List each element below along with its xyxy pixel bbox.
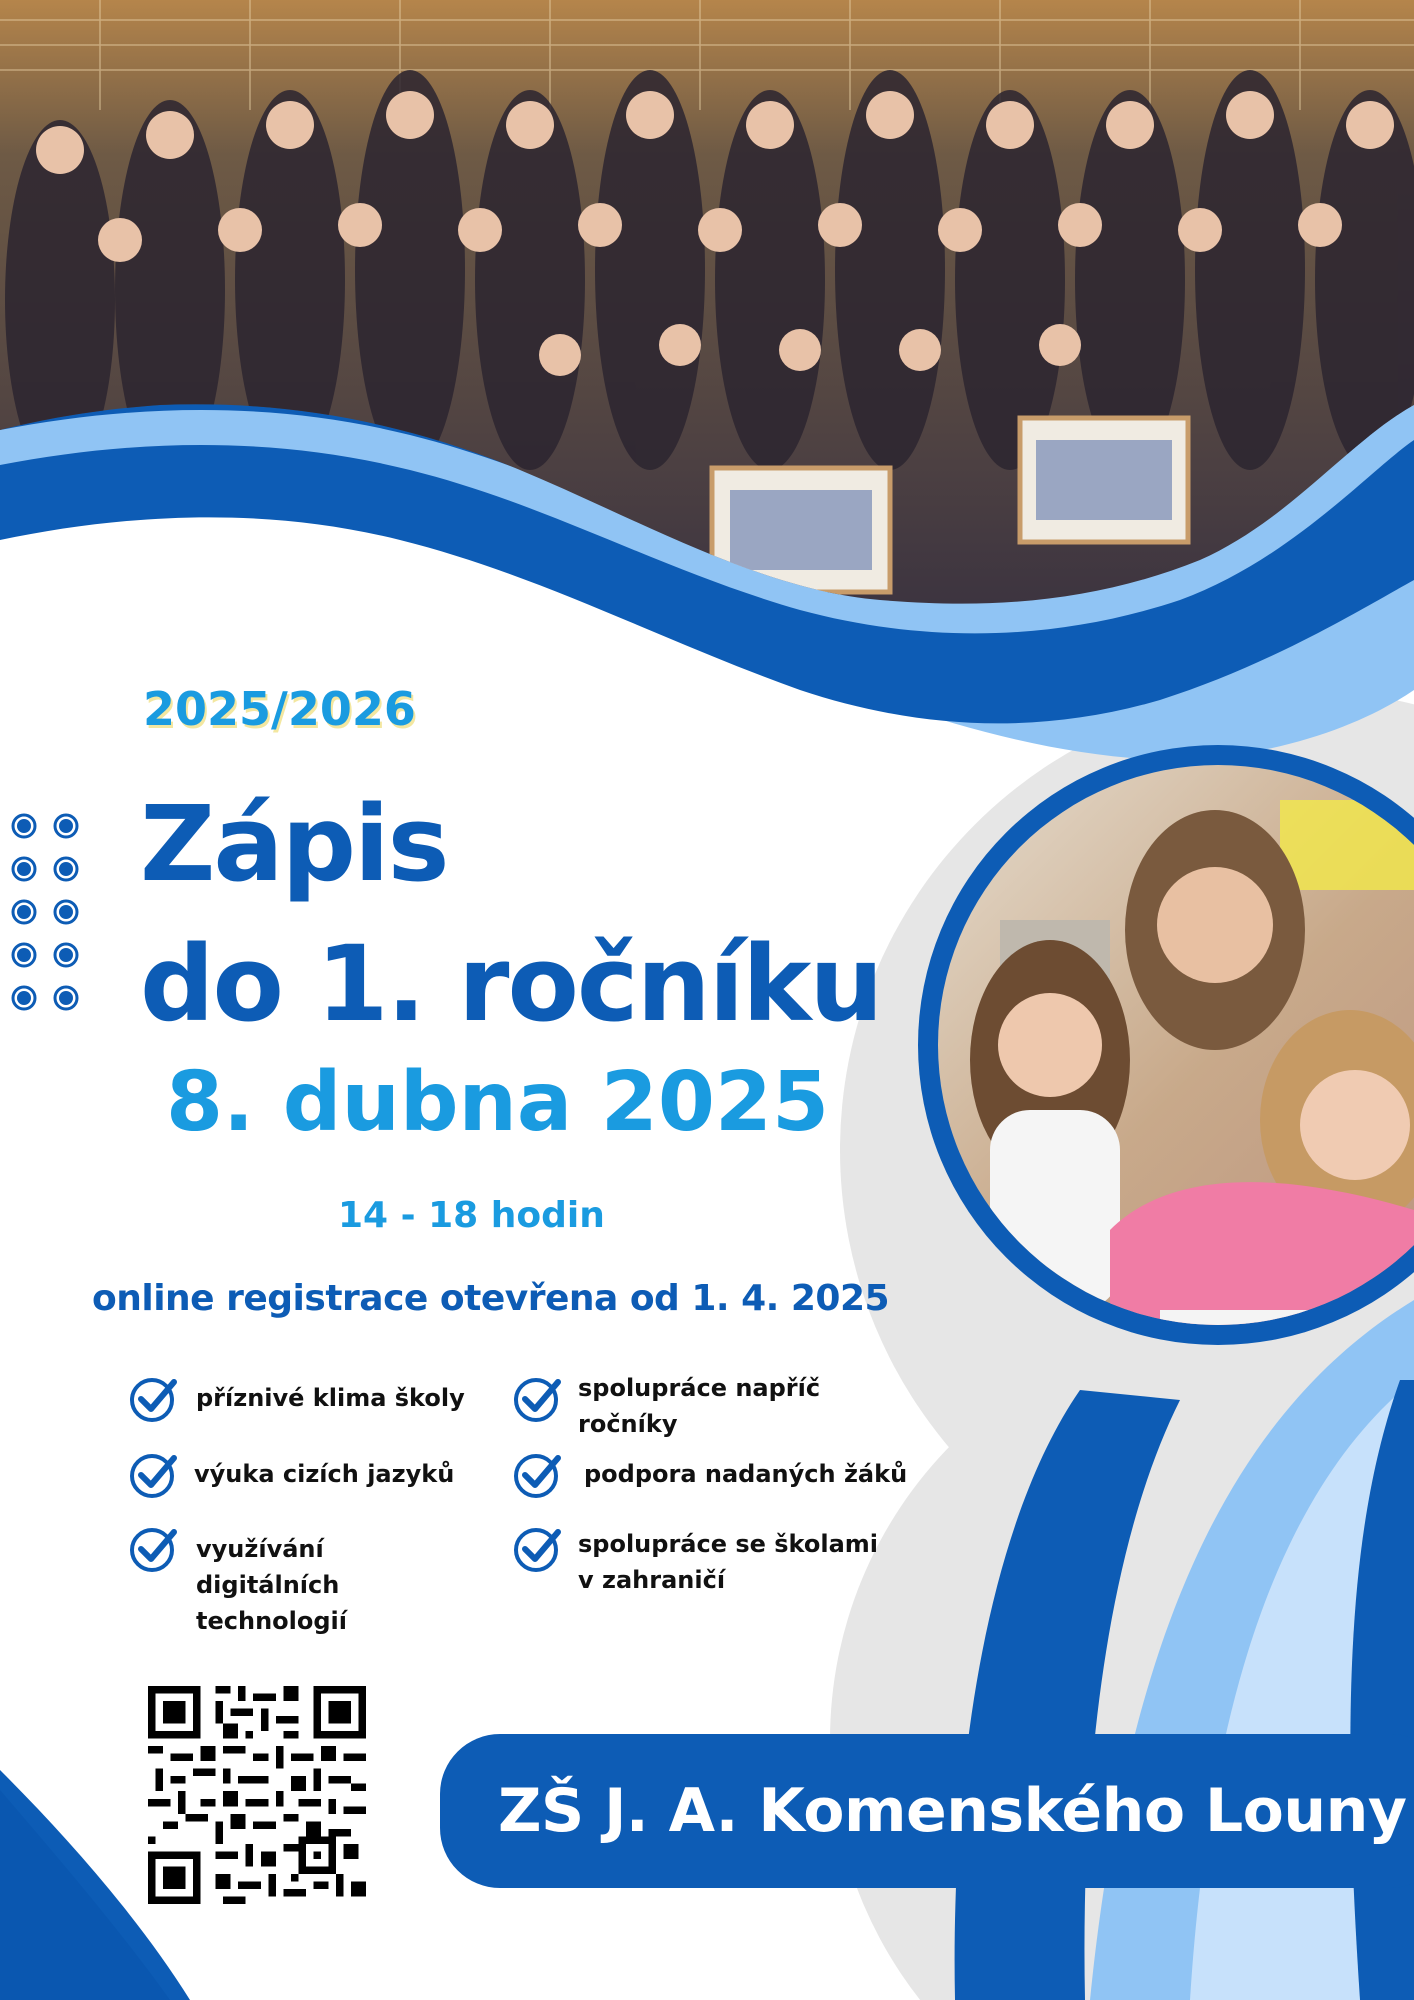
feature-item: příznivé klima školy xyxy=(196,1384,465,1412)
feature-item: spolupráce napříč ročníky xyxy=(578,1374,821,1438)
school-name: ZŠ J. A. Komenského Louny xyxy=(498,1776,1407,1846)
enrollment-hours: 14 - 18 hodin xyxy=(338,1195,605,1236)
feature-item: spolupráce se školami v zahraničí xyxy=(578,1530,878,1594)
check-circle-icon xyxy=(128,1522,180,1574)
check-circle-icon xyxy=(512,1522,564,1574)
school-year: 2025/2026 xyxy=(143,682,416,736)
dot-grid-decoration xyxy=(8,810,88,1020)
qr-code[interactable] xyxy=(148,1686,366,1904)
title-line-2: do 1. ročníku xyxy=(140,923,882,1045)
feature-item: výuka cizích jazyků xyxy=(194,1460,455,1488)
group-photo xyxy=(0,0,1414,620)
check-circle-icon xyxy=(128,1448,180,1500)
check-circle-icon xyxy=(512,1372,564,1424)
check-circle-icon xyxy=(512,1448,564,1500)
feature-item: podpora nadaných žáků xyxy=(584,1460,908,1488)
check-circle-icon xyxy=(128,1372,180,1424)
enrollment-date: 8. dubna 2025 xyxy=(166,1055,830,1150)
feature-item: využívání digitálních technologií xyxy=(196,1535,347,1635)
online-registration-note: online registrace otevřena od 1. 4. 2025 xyxy=(92,1278,890,1319)
title-line-1: Zápis xyxy=(140,783,448,905)
